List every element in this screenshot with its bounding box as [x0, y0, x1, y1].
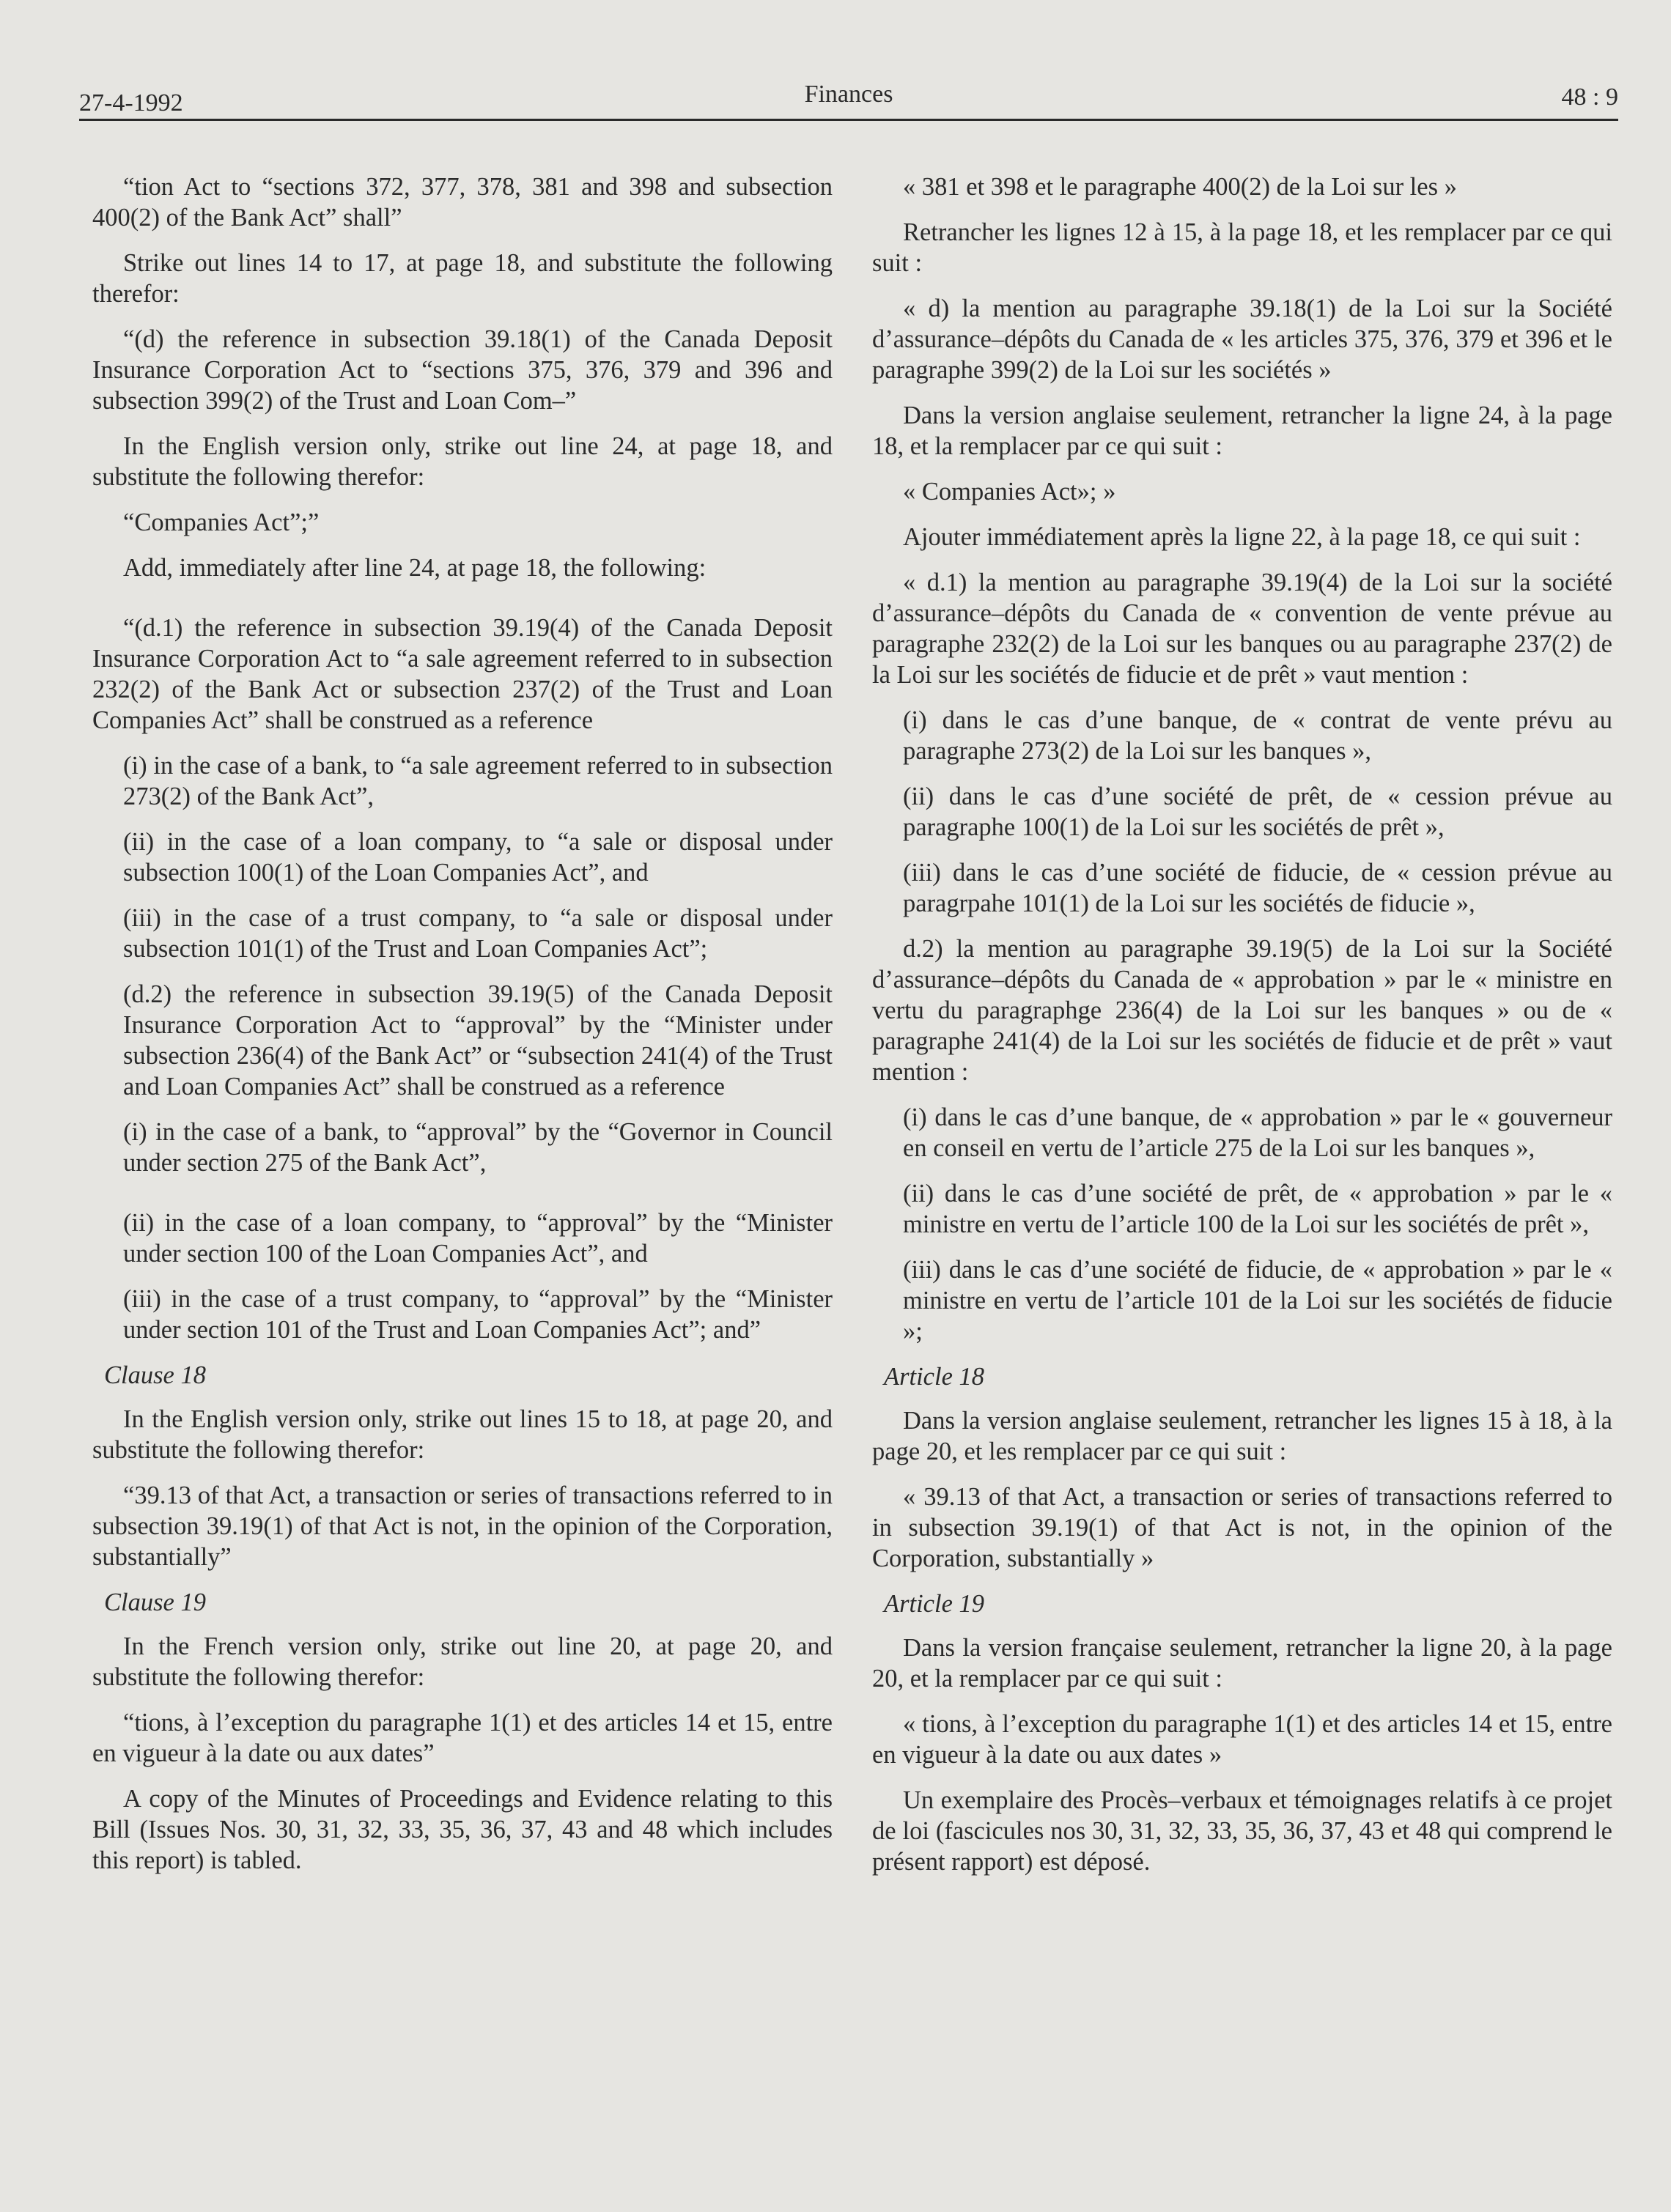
- sub-item: (ii) dans le cas d’une société de prêt, de « cession prévue au paragraphe 100(1) de la Loi sur les sociétés de prêt »,: [903, 783, 1612, 841]
- paragraph: “tion Act to “sections 372, 377, 378, 381 and 398 and subsection 400(2) of the Bank Act” shall”: [92, 173, 833, 232]
- sub-item: (i) in the case of a bank, to “a sale agreement referred to in subsection 273(2) of the Bank Act”,: [123, 752, 833, 810]
- paragraph: Strike out lines 14 to 17, at page 18, and substitute the following therefor:: [92, 249, 833, 308]
- amendment-text: « d) la mention au paragraphe 39.18(1) de la Loi sur la Société d’assurance–dépôts du Canada de « les articles 375, 376, 379 et 396 et le paragraphe 399(2) de la Loi sur les sociétés »: [872, 295, 1612, 384]
- paragraph: Dans la version anglaise seulement, retrancher les lignes 15 à 18, à la page 20, et les remplacer par ce qui suit :: [872, 1407, 1612, 1465]
- header-title: Finances: [804, 81, 893, 108]
- sub-item: (iii) in the case of a trust company, to “a sale or disposal under subsection 101(1) of the Trust and Loan Companies Act”;: [123, 904, 833, 963]
- french-column: [872, 171, 1612, 1892]
- paragraph: « 381 et 398 et le paragraphe 400(2) de la Loi sur les »: [903, 173, 1457, 201]
- amendment-text: “tions, à l’exception du paragraphe 1(1) et des articles 14 et 15, entre en vigueur à la date ou aux dates”: [92, 1709, 833, 1767]
- paragraph: In the French version only, strike out line 20, at page 20, and substitute the following therefor:: [92, 1632, 833, 1691]
- paragraph: Ajouter immédiatement après la ligne 22, à la page 18, ce qui suit :: [903, 523, 1581, 551]
- amendment-text: « tions, à l’exception du paragraphe 1(1) et des articles 14 et 15, entre en vigueur à la date ou aux dates »: [872, 1710, 1612, 1769]
- amendment-text: « d.1) la mention au paragraphe 39.19(4) de la Loi sur la société d’assurance–dépôts du Canada de « convention de vente prévue au paragraphe 232(2) de la Loi sur les banques ou au paragraphe 237(2) de la Loi sur les sociétés de fiducie et de prêt » vaut mention :: [872, 569, 1612, 689]
- paragraph: In the English version only, strike out lines 15 to 18, at page 20, and substitute the following therefor:: [92, 1405, 833, 1464]
- header-page-number: 48 : 9: [1561, 84, 1618, 111]
- amendment-text: “(d) the reference in subsection 39.18(1) of the Canada Deposit Insurance Corporation Act to “sections 375, 376, 379 and 396 and subsection 399(2) of the Trust and Loan Com–”: [92, 325, 833, 415]
- clause-heading: Clause 18: [104, 1361, 206, 1389]
- amendment-text: “Companies Act”;”: [123, 508, 320, 536]
- paragraph: Dans la version française seulement, retrancher la ligne 20, à la page 20, et la remplacer par ce qui suit :: [872, 1634, 1612, 1693]
- amendment-text: “39.13 of that Act, a transaction or series of transactions referred to in subsection 39.19(1) of that Act is not, in the opinion of the Corporation, substantially”: [92, 1482, 833, 1571]
- paragraph: Dans la version anglaise seulement, retrancher la ligne 24, à la page 18, et la remplacer par ce qui suit :: [872, 402, 1612, 460]
- amendment-text: d.2) la mention au paragraphe 39.19(5) de la Loi sur la Société d’assurance–dépôts du Canada de « approbation » par le « ministre en vertu du paragraphge 236(4) de la Loi sur les banques » ou de « paragraphe 241(4) de la Loi sur les sociétés de fiducie et de prêt » vaut mention :: [872, 935, 1612, 1086]
- paragraph: In the English version only, strike out line 24, at page 18, and substitute the following therefor:: [92, 432, 833, 491]
- sub-item: (iii) dans le cas d’une société de fiducie, de « cession prévue au paragrpahe 101(1) de la Loi sur les sociétés de fiducie »,: [903, 859, 1612, 917]
- paragraph: Retrancher les lignes 12 à 15, à la page 18, et les remplacer par ce qui suit :: [872, 218, 1612, 277]
- tabled-notice: A copy of the Minutes of Proceedings and Evidence relating to this Bill (Issues Nos. 30, 31, 32, 33, 35, 36, 37, 43 and 48 which includes this report) is tabled.: [92, 1785, 833, 1874]
- sub-item: (i) in the case of a bank, to “approval” by the “Governor in Council under section 275 of the Bank Act”,: [123, 1118, 833, 1177]
- sub-item: (i) dans le cas d’une banque, de « approbation » par le « gouverneur en conseil en vertu de l’article 275 de la Loi sur les banques »,: [903, 1103, 1612, 1162]
- sub-item: (iii) in the case of a trust company, to “approval” by the “Minister under section 101 of the Trust and Loan Companies Act”; and”: [123, 1285, 833, 1344]
- amendment-text: “(d.1) the reference in subsection 39.19(4) of the Canada Deposit Insurance Corporation Act to “a sale agreement referred to in subsection 232(2) of the Bank Act or subsection 237(2) of the Trust and Loan Companies Act” shall be construed as a reference: [92, 614, 833, 734]
- header-rule: [79, 119, 1618, 121]
- page-header: [79, 79, 1618, 132]
- english-column: [92, 171, 833, 1890]
- tabled-notice: Un exemplaire des Procès–verbaux et témoignages relatifs à ce projet de loi (fascicules nos 30, 31, 32, 33, 35, 36, 37, 43 et 48 qui comprend le présent rapport) est déposé.: [872, 1786, 1612, 1876]
- article-heading: Article 19: [884, 1590, 985, 1618]
- sub-item: (ii) in the case of a loan company, to “a sale or disposal under subsection 100(1) of the Loan Companies Act”, and: [123, 828, 833, 887]
- paragraph: Add, immediately after line 24, at page 18, the following:: [123, 554, 707, 582]
- header-date: 27-4-1992: [79, 89, 183, 116]
- amendment-text: « Companies Act»; »: [903, 478, 1116, 506]
- sub-item: (iii) dans le cas d’une société de fiducie, de « approbation » par le « ministre en vertu de l’article 101 de la Loi sur les sociétés de fiducie »;: [903, 1256, 1612, 1345]
- sub-item: (ii) dans le cas d’une société de prêt, de « approbation » par le « ministre en vertu de l’article 100 de la Loi sur les sociétés de prêt »,: [903, 1180, 1612, 1238]
- sub-item: (i) dans le cas d’une banque, de « contrat de vente prévu au paragraphe 273(2) de la Loi sur les banques »,: [903, 706, 1612, 765]
- amendment-text: « 39.13 of that Act, a transaction or series of transactions referred to in subsection 39.19(1) of that Act is not, in the opinion of the Corporation, substantially »: [872, 1483, 1612, 1572]
- article-heading: Article 18: [884, 1363, 985, 1391]
- sub-item: (ii) in the case of a loan company, to “approval” by the “Minister under section 100 of the Loan Companies Act”, and: [123, 1209, 833, 1268]
- clause-heading: Clause 19: [104, 1588, 206, 1616]
- amendment-text: (d.2) the reference in subsection 39.19(5) of the Canada Deposit Insurance Corporation Act to “approval” by the “Minister under subsection 236(4) of the Bank Act” or “subsection 241(4) of the Trust and Loan Companies Act” shall be construed as a reference: [123, 980, 833, 1101]
